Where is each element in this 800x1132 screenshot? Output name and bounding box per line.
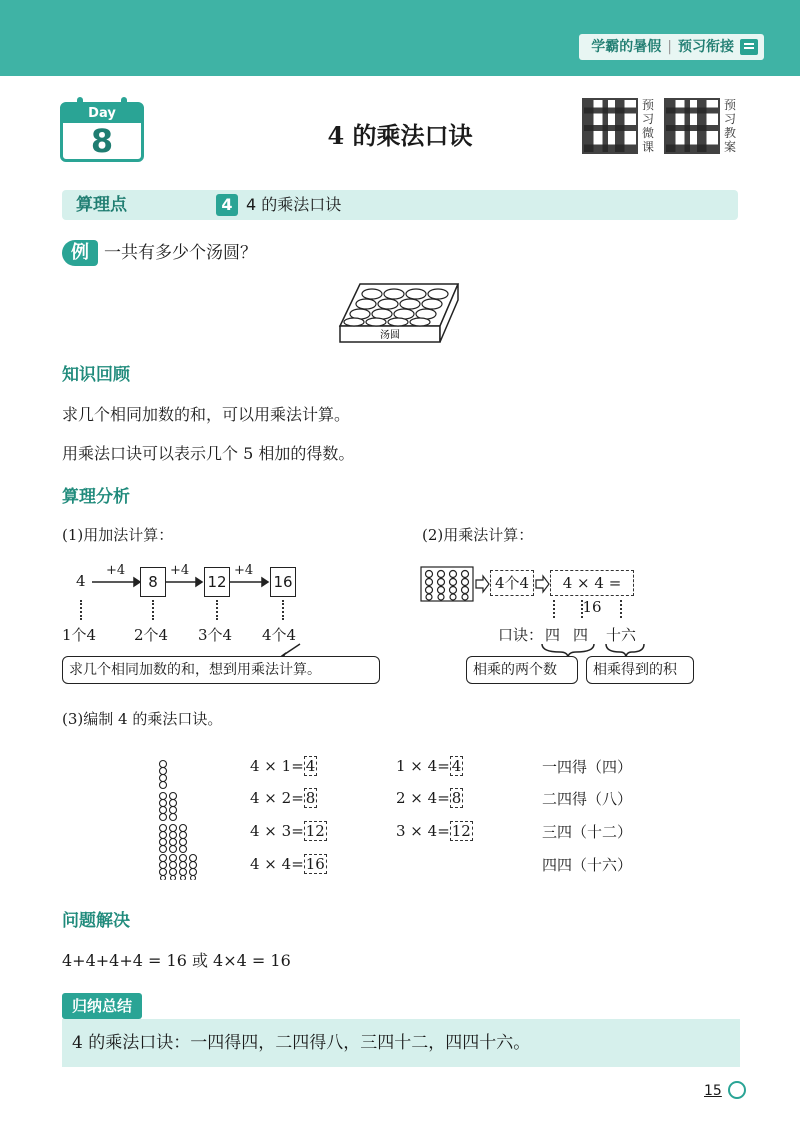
section-number: 4: [216, 194, 238, 216]
answer-b: 4: [451, 757, 462, 775]
expr-b: 2 × 4=: [396, 789, 450, 807]
qr-code-icon[interactable]: [582, 98, 638, 154]
expr-a: 4 × 1=: [250, 757, 304, 775]
table-row: [250, 756, 317, 776]
example-tag: 例: [62, 240, 98, 266]
dot-columns-illustration: [156, 758, 206, 880]
note-product: 相乘得到的积: [586, 656, 694, 684]
dotted-connector: [80, 600, 82, 620]
table-row: [396, 821, 473, 841]
arrow-right-icon: [534, 574, 550, 594]
dotted-connector: [216, 600, 218, 620]
summary-text: 4 的乘法口诀：一四得四，二四得八，三四十二，四四十六。: [72, 1033, 531, 1053]
section-lead: 算理点: [76, 195, 127, 215]
count-1: 1个4: [62, 626, 97, 644]
koujue-1: 四: [545, 626, 561, 644]
tangyuan-box-illustration: [336, 282, 460, 344]
answer-a: 16: [305, 855, 325, 873]
review-line-2: 用乘法口诀可以表示几个 5 相加的得数。: [62, 444, 355, 463]
value-box-3: 16: [270, 567, 296, 597]
part2-label: (2)用乘法计算：: [422, 526, 534, 544]
solve-heading: 问题解决: [62, 911, 130, 931]
review-heading: 知识回顾: [62, 365, 130, 385]
dot-array-icon: [420, 566, 474, 602]
dotted-connector: [620, 600, 622, 618]
count-box: 4个4: [490, 570, 534, 596]
koujue-3: 十六: [606, 626, 637, 644]
dotted-connector: [152, 600, 154, 620]
calendar-ring-icon: [121, 97, 127, 109]
rhyme-3: 三四（十二）: [542, 823, 633, 841]
summary-tag: 归纳总结: [62, 993, 142, 1019]
answer-a: 12: [305, 822, 325, 840]
separator: |: [667, 39, 672, 55]
summary-box: [62, 1019, 740, 1067]
box-label: 汤圆: [380, 330, 400, 341]
rhyme-4: 四四（十六）: [542, 856, 633, 874]
review-line-1: 求几个相同加数的和，可以用乘法计算。: [62, 405, 351, 424]
rhyme-1: 一四得（四）: [542, 758, 633, 776]
qr-label-lesson-plan: 预习教案: [724, 98, 737, 154]
count-3: 3个4: [198, 626, 233, 644]
sun-icon: [728, 1081, 746, 1099]
step-1: +4: [106, 563, 126, 578]
value-box-1: 8: [140, 567, 166, 597]
example-question: 一共有多少个汤圆？: [104, 243, 257, 263]
qr-label-micro-lesson: 预习微课: [642, 98, 655, 154]
book-icon: [740, 39, 758, 55]
value-box-2: 12: [204, 567, 230, 597]
koujue-label: 口诀：: [498, 626, 544, 644]
table-row: [250, 788, 317, 808]
step-2: +4: [170, 563, 190, 578]
answer-a: 4: [305, 757, 316, 775]
part1-start: 4: [76, 572, 86, 590]
table-row: [396, 756, 463, 776]
count-4: 4个4: [262, 626, 297, 644]
day-badge: [60, 102, 144, 162]
rhyme-2: 二四得（八）: [542, 790, 633, 808]
part3-label: (3)编制 4 的乘法口诀。: [62, 710, 223, 728]
table-row: [250, 821, 327, 841]
answer-a: 8: [305, 789, 316, 807]
dotted-connector: [581, 600, 583, 618]
subseries-title: 预习衔接: [678, 39, 734, 55]
step-3: +4: [234, 563, 254, 578]
expr-b: 1 × 4=: [396, 757, 450, 775]
dotted-connector: [553, 600, 555, 618]
arrow-right-icon: [474, 574, 490, 594]
expr-a: 4 × 2=: [250, 789, 304, 807]
answer-b: 8: [451, 789, 462, 807]
dotted-connector: [282, 600, 284, 620]
qr-code-icon[interactable]: [664, 98, 720, 154]
section-text: 4 的乘法口诀: [246, 195, 342, 214]
page-title: 4 的乘法口诀: [327, 121, 473, 150]
header-band: [0, 0, 800, 76]
answer-b: 12: [451, 822, 471, 840]
analysis-heading: 算理分析: [62, 487, 130, 507]
calendar-ring-icon: [77, 97, 83, 109]
part1-callout: 求几个相同加数的和，想到用乘法计算。: [62, 656, 380, 684]
table-row: [250, 854, 327, 874]
page-number: 15: [704, 1083, 722, 1099]
expr-a: 4 × 3=: [250, 822, 304, 840]
solve-line: 4+4+4+4 = 16 或 4×4 = 16: [62, 951, 291, 970]
series-title: 学霸的暑假: [591, 39, 662, 55]
expr-a: 4 × 4=: [250, 855, 304, 873]
count-2: 2个4: [134, 626, 169, 644]
day-number: 8: [90, 122, 114, 160]
equation-box: 4 × 4 = 16: [550, 570, 634, 596]
part1-label: (1)用加法计算：: [62, 526, 174, 544]
section-bar: [62, 190, 738, 220]
note-factors: 相乘的两个数: [466, 656, 578, 684]
table-row: [396, 788, 463, 808]
series-tab: [579, 34, 764, 60]
koujue-2: 四: [573, 626, 589, 644]
expr-b: 3 × 4=: [396, 822, 450, 840]
day-label: Day: [63, 105, 141, 123]
